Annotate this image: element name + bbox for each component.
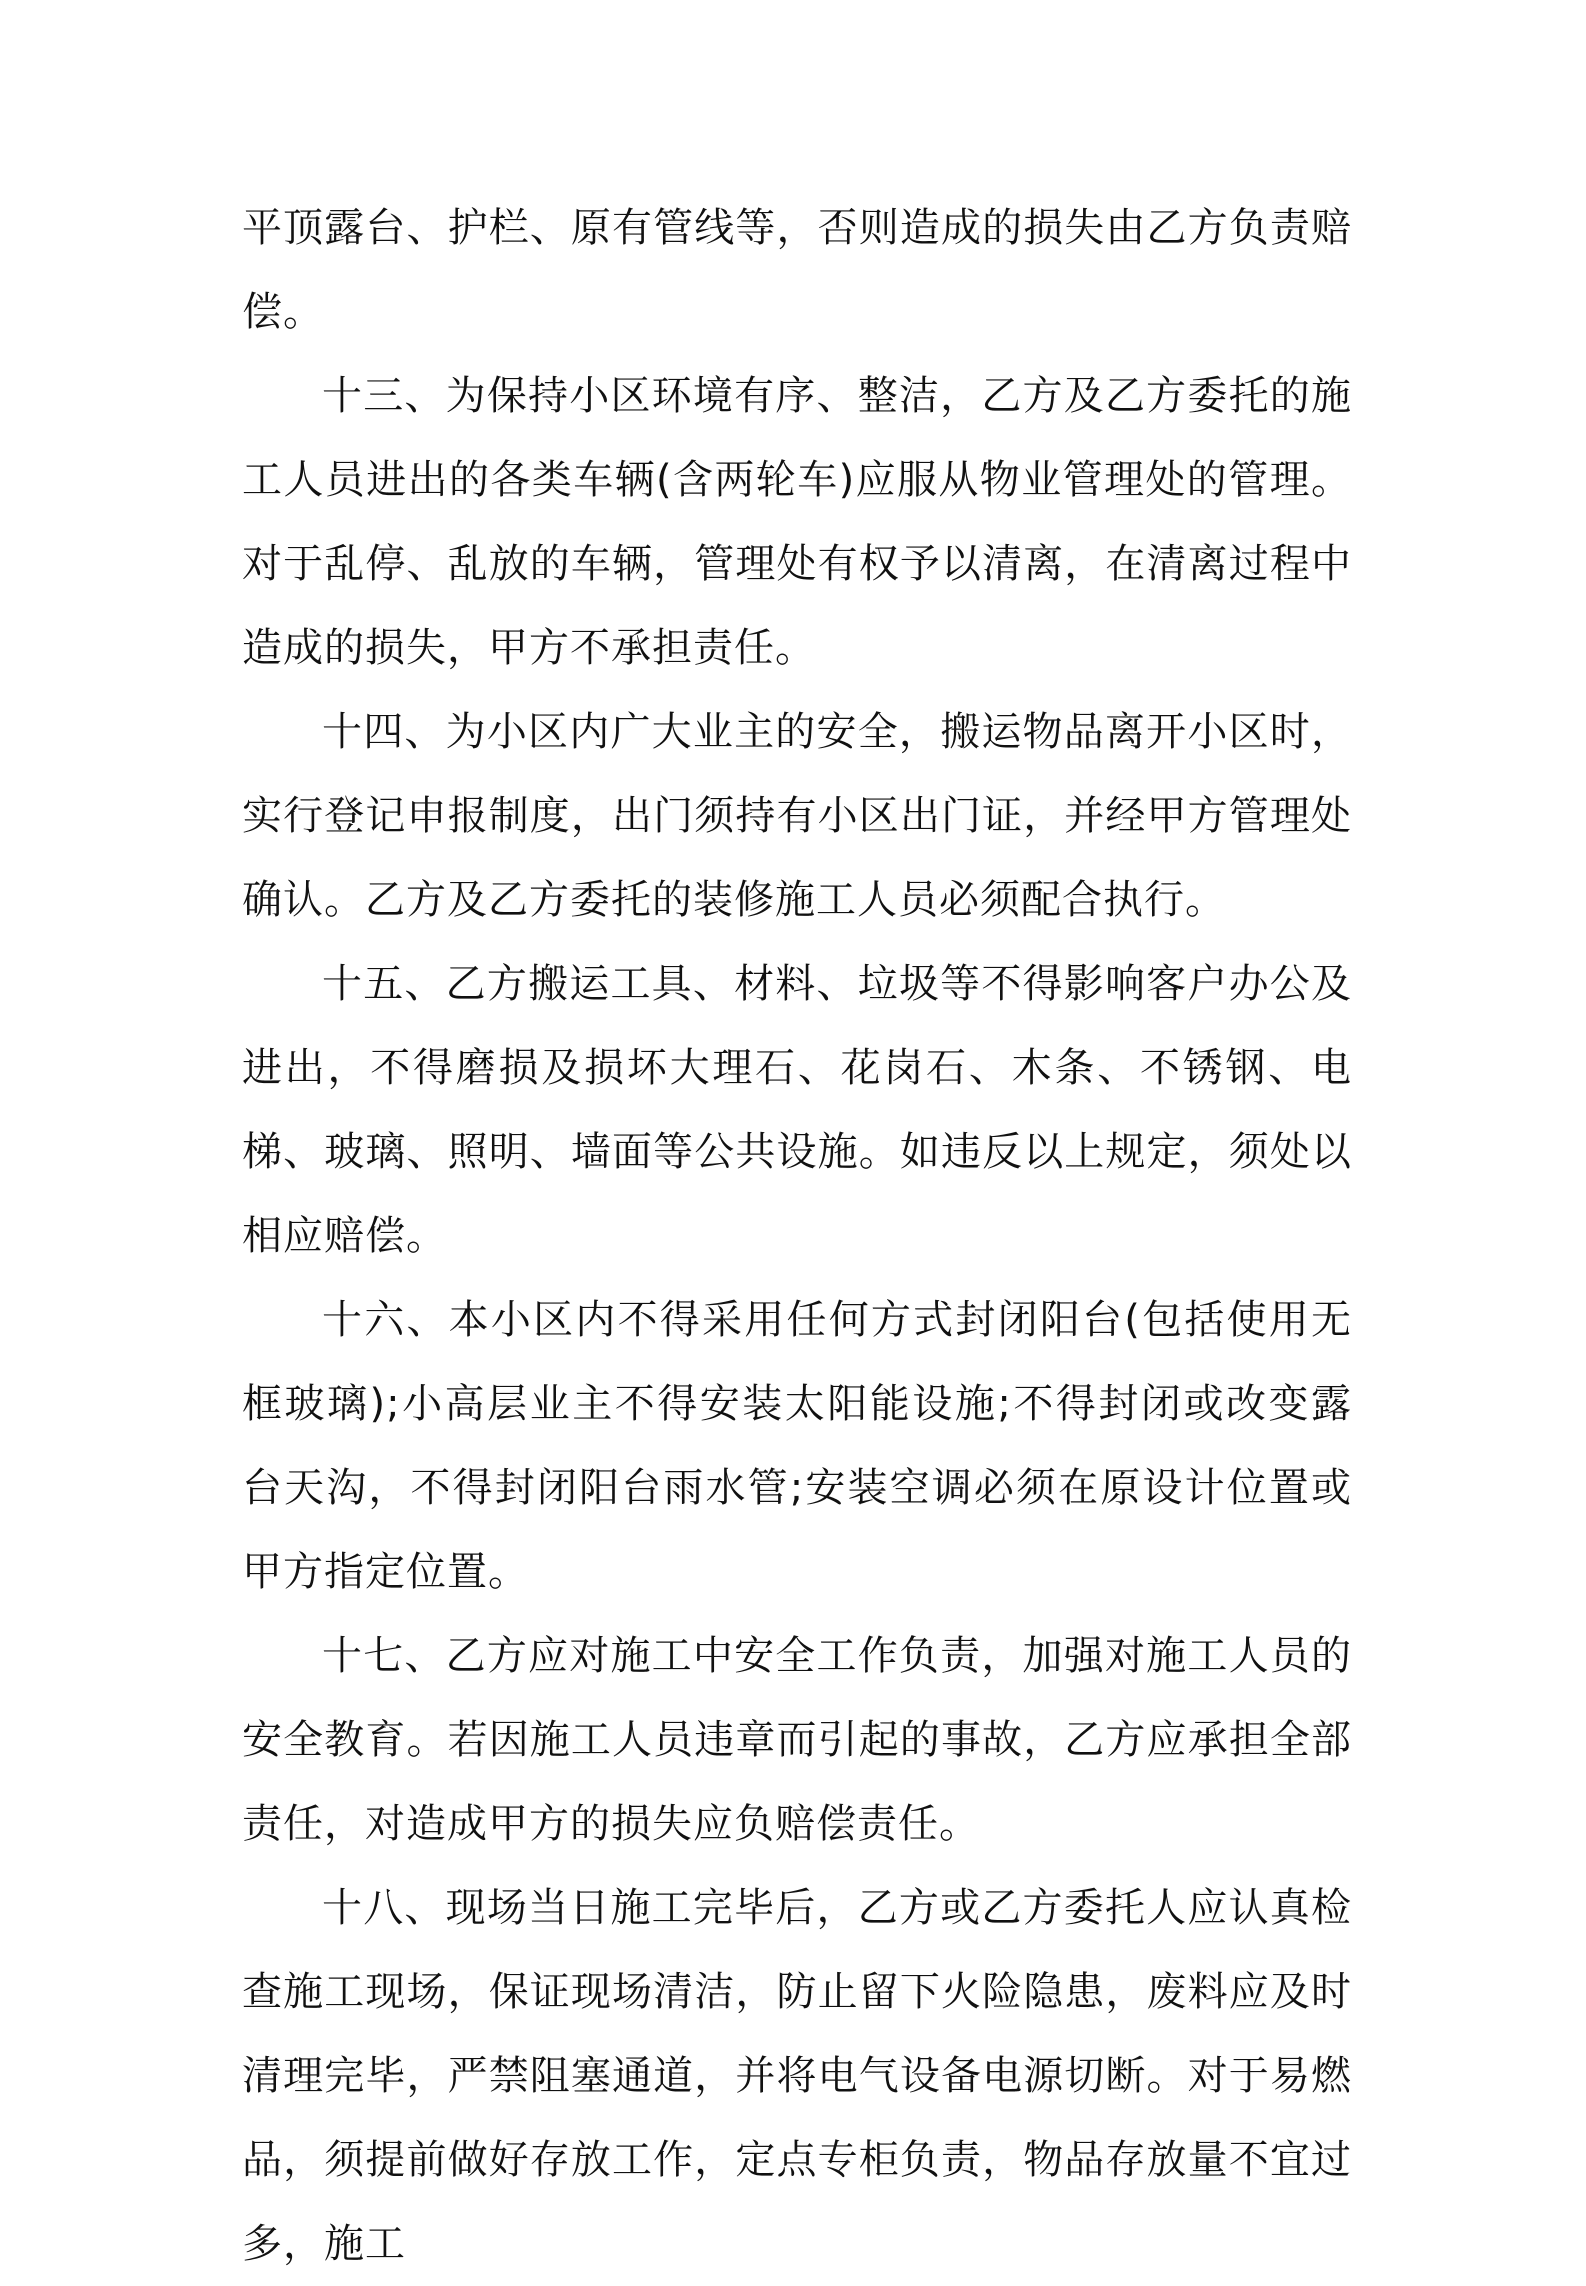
paragraph-clause-14: 十四、为小区内广大业主的安全，搬运物品离开小区时，实行登记申报制度，出门须持有小区出门证，并经甲方管理处确认。乙方及乙方委托的装修施工人员必须配合执行。 <box>242 709 1352 923</box>
paragraph-clause-13: 十三、为保持小区环境有序、整洁，乙方及乙方委托的施工人员进出的各类车辆(含两轮车)应服从物业管理处的管理。对于乱停、乱放的车辆，管理处有权予以清离，在清离过程中造成的损失，甲方不承担责任。 <box>242 373 1352 671</box>
paragraph-clause-18: 十八、现场当日施工完毕后，乙方或乙方委托人应认真检查施工现场，保证现场清洁，防止留下火险隐患，废料应及时清理完毕，严禁阻塞通道，并将电气设备电源切断。对于易燃品，须提前做好存放工作，定点专柜负责，物品存放量不宜过多，施工 <box>242 1885 1352 2267</box>
paragraph-continuation: 平顶露台、护栏、原有管线等，否则造成的损失由乙方负责赔偿。 <box>242 205 1352 335</box>
paragraph-clause-17: 十七、乙方应对施工中安全工作负责，加强对施工人员的安全教育。若因施工人员违章而引起的事故，乙方应承担全部责任，对造成甲方的损失应负赔偿责任。 <box>242 1633 1352 1847</box>
document-page <box>242 186 1352 2286</box>
paragraph-clause-15: 十五、乙方搬运工具、材料、垃圾等不得影响客户办公及进出，不得磨损及损坏大理石、花岗石、木条、不锈钢、电梯、玻璃、照明、墙面等公共设施。如违反以上规定，须处以相应赔偿。 <box>242 961 1352 1259</box>
paragraph-clause-16: 十六、本小区内不得采用任何方式封闭阳台(包括使用无框玻璃);小高层业主不得安装太阳能设施;不得封闭或改变露台天沟，不得封闭阳台雨水管;安装空调必须在原设计位置或甲方指定位置。 <box>242 1297 1352 1595</box>
